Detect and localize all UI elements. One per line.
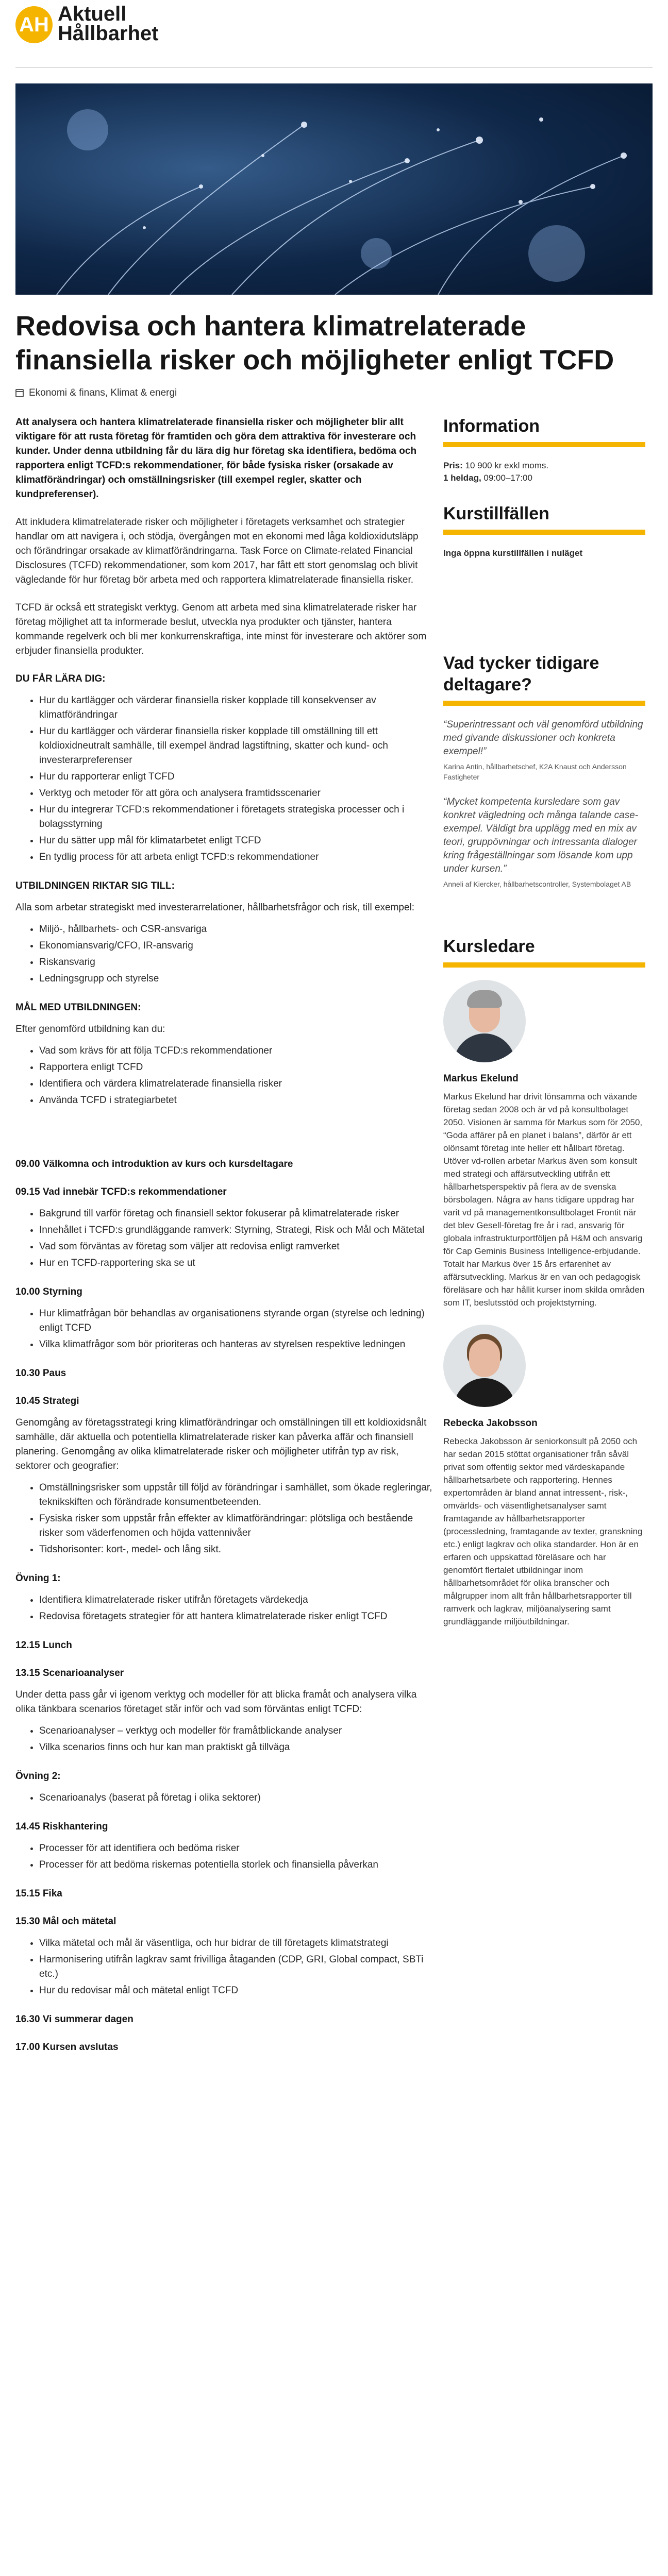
category-meta [15, 387, 177, 399]
program-1445-list [15, 1841, 433, 1872]
program-1700: 17.00 Kursen avslutas [15, 2042, 119, 2053]
learn-heading: DU FÅR LÄRA DIG: [15, 673, 106, 684]
list-item: • Omställningsrisker som uppstår till följd av förändringar i samhället, som ökade regleringar, teknikskiften och förändrade konsumentbeteenden. [39, 1481, 433, 1510]
price-value: 10 900 kr exkl moms. [465, 461, 549, 470]
calendar-icon [15, 389, 24, 397]
program-1045-text: Genomgång av företagsstrategi kring klimatförändringar och omställningen till ett koldioxidsnålt samhälle, där aktuella och potentiella klimatrelaterade risker kan påverka affär och finansiell planering. Genomgång av olika klimatrelaterade risker och möjligheter utifrån typ av risk, sektorer och geografier: [15, 1417, 427, 1471]
teacher-card [443, 980, 645, 1309]
list-item: • Använda TCFD i strategiarbetet [39, 1093, 433, 1108]
intro-paragraph-1: Att inkludera klimatrelaterade risker och möjligheter i företagets verksamhet och strategier handlar om att navigera i, och stödja, övergången mot en ekonomi med låga koldioxidutsläpp och förändringar orsakade av klimatförändringarna. Task Force on Climate-related Financial Disclosures (TCFD) rekommendationer, som kom 2017, har fått ett stort genomslag och blivit vägledande för hur företag bör arbeta med och rapportera klimatrelaterade finansiella risker. [15, 517, 419, 585]
list-item: • Processer för att bedöma riskernas potentiella storlek och finansiella påverkan [39, 1858, 433, 1872]
reviews-heading: Vad tycker tidigare deltagare? [443, 653, 599, 694]
list-item: • Miljö-, hållbarhets- och CSR-ansvariga [39, 922, 433, 937]
learn-list [15, 693, 433, 865]
teacher-name: Rebecka Jakobsson [443, 1418, 538, 1429]
teachers-rule [443, 962, 645, 968]
program-1045: 10.45 Strategi [15, 1396, 79, 1406]
list-item: • Vad som krävs för att följa TCFD:s rekommendationer [39, 1044, 433, 1058]
page-title: Redovisa och hantera klimatrelaterade finansiella risker och möjligheter enligt TCFD [15, 311, 614, 376]
avatar [443, 1325, 526, 1407]
hero-grass-illustration [15, 83, 653, 295]
audience-list [15, 922, 433, 986]
list-item: • Hur du kartlägger och värderar finansiella risker kopplade till omställning till ett koldioxidneutralt samhälle, till exempel ändrad lagstiftning, skatter och kund- och investerarpreferenser [39, 724, 433, 768]
list-item: • En tydlig process för att arbeta enligt TCFD:s rekommendationer [39, 850, 433, 865]
list-item: • Hur du redovisar mål och mätetal enligt TCFD [39, 1984, 433, 1998]
audience-heading: UTBILDNINGEN RIKTAR SIG TILL: [15, 880, 175, 891]
site-header [15, 0, 653, 72]
logo-badge-text: AH [19, 13, 49, 36]
program-1315-list [15, 1724, 433, 1755]
list-item: • Hur du sätter upp mål för klimatarbetet enligt TCFD [39, 834, 433, 848]
list-item: • Identifiera och värdera klimatrelaterade finansiella risker [39, 1077, 433, 1091]
teachers-heading: Kursledare [443, 937, 535, 956]
info-heading: Information [443, 416, 540, 436]
teacher-name: Markus Ekelund [443, 1073, 519, 1084]
list-item: • Harmonisering utifrån lagkrav samt frivilliga åtaganden (CDP, GRI, Global compact, SBTi etc.) [39, 1953, 433, 1981]
program-1530-list [15, 1936, 433, 1998]
list-item: • Vilka mätetal och mål är väsentliga, och hur bidrar de till företagets klimatstrategi [39, 1936, 433, 1951]
list-item: • Riskansvarig [39, 955, 433, 970]
occasions-text: Inga öppna kurstillfällen i nuläget [443, 548, 583, 558]
teacher-card [443, 1325, 645, 1628]
exercise-1-heading: Övning 1: [15, 1573, 61, 1584]
list-item: • Hur du rapporterar enligt TCFD [39, 770, 433, 784]
program-1000: 10.00 Styrning [15, 1286, 82, 1297]
program-1530: 15.30 Mål och mätetal [15, 1916, 116, 1927]
duration-label: 1 heldag, [443, 473, 481, 483]
program-1000-list [15, 1307, 433, 1352]
review-2 [443, 795, 645, 889]
list-item: • Hur klimatfrågan bör behandlas av organisationens styrande organ (styrelse och ledning) enligt TCFD [39, 1307, 433, 1335]
program-1315: 13.15 Scenarioanalyser [15, 1668, 124, 1679]
goals-heading: MÅL MED UTBILDNINGEN: [15, 1002, 141, 1013]
exercise-2-list [15, 1791, 433, 1805]
program-1215: 12.15 Lunch [15, 1640, 72, 1651]
program-1030: 10.30 Paus [15, 1368, 66, 1379]
list-item: • Scenarioanalys (baserat på företag i olika sektorer) [39, 1791, 433, 1805]
list-item: • Vilka klimatfrågor som bör prioriteras och hanteras av styrelsen respektive ledningen [39, 1337, 433, 1352]
list-item: • Scenarioanalyser – verktyg och modeller för framåtblickande analyser [39, 1724, 433, 1738]
logo-line-2: Hållbarhet [58, 22, 159, 45]
list-item: • Hur du kartlägger och värderar finansiella risker kopplade till konsekvenser av klimatförändringar [39, 693, 433, 722]
list-item: • Processer för att identifiera och bedöma risker [39, 1841, 433, 1856]
info-rule [443, 442, 645, 447]
header-divider [15, 67, 653, 68]
avatar [443, 980, 526, 1062]
program-1045-list [15, 1481, 433, 1557]
program-1630: 16.30 Vi summerar dagen [15, 2014, 133, 2025]
hero-image [15, 83, 653, 295]
duration-row [443, 472, 645, 484]
list-item: • Identifiera klimatrelaterade risker utifrån företagets värdekedja [39, 1593, 433, 1607]
exercise-1-list [15, 1593, 433, 1624]
list-item: • Vad som förväntas av företag som väljer att redovisa enligt ramverket [39, 1240, 433, 1254]
price-row [443, 460, 645, 472]
course-content [15, 415, 433, 2062]
list-item: • Vilka scenarios finns och hur kan man praktiskt gå tillväga [39, 1740, 433, 1755]
sidebar [443, 415, 645, 1628]
goals-list [15, 1044, 433, 1108]
exercise-2-heading: Övning 2: [15, 1771, 61, 1782]
price-label: Pris: [443, 461, 463, 470]
lead-paragraph: Att analysera och hantera klimatrelaterade finansiella risker och möjligheter blir allt viktigare för att rusta företag för framtiden och göra dem attraktiva för investerare och kunder. Under denna utbildning får du lära dig hur företag ska identifiera, bedöma och rapportera enligt TCFD:s rekommendationer, för både fysiska risker (orsakade av klimatförändringar) och omställningsrisker (till exempel regler, skatter och kundpreferenser). [15, 417, 417, 500]
program-0900: 09.00 Välkomna och introduktion av kurs och kursdeltagare [15, 1159, 293, 1170]
list-item: • Tidshorisonter: kort-, medel- och lång sikt. [39, 1543, 433, 1557]
list-item: • Ekonomiansvarig/CFO, IR-ansvarig [39, 939, 433, 953]
list-item: • Innehållet i TCFD:s grundläggande ramverk: Styrning, Strategi, Risk och Mål och Mätetal [39, 1223, 433, 1238]
reviews-rule [443, 701, 645, 706]
list-item: • Bakgrund till varför företag och finansiell sektor fokuserar på klimatrelaterade risker [39, 1207, 433, 1221]
review-author: Karina Antin, hållbarhetschef, K2A Knaust och Andersson Fastigheter [443, 762, 627, 781]
logo-line-1: Aktuell [58, 3, 127, 25]
duration-value: 09:00–17:00 [483, 473, 532, 483]
review-author: Anneli af Kiercker, hållbarhetscontroller, Systembolaget AB [443, 880, 631, 888]
category-links[interactable]: Ekonomi & finans, Klimat & energi [29, 387, 177, 398]
list-item: • Hur en TCFD-rapportering ska se ut [39, 1256, 433, 1270]
list-item: • Ledningsgrupp och styrelse [39, 972, 433, 986]
program-1315-text: Under detta pass går vi igenom verktyg och modeller för att blicka framåt och analysera vilka olika tänkbara scenarios företaget står inför och vad som förväntas enligt TCFD: [15, 1689, 417, 1715]
list-item: • Rapportera enligt TCFD [39, 1060, 433, 1075]
goals-intro: Efter genomförd utbildning kan du: [15, 1024, 165, 1035]
program-0915: 09.15 Vad innebär TCFD:s rekommendationer [15, 1187, 227, 1197]
audience-intro: Alla som arbetar strategiskt med investerarrelationer, hållbarhetsfrågor och risk, till exempel: [15, 902, 415, 913]
list-item: • Fysiska risker som uppstår från effekter av klimatförändringar: plötsliga och bestående risker som väderfenomen och höjda vattennivåer [39, 1512, 433, 1540]
list-item: • Verktyg och metoder för att göra och analysera framtidsscenarier [39, 786, 433, 801]
intro-paragraph-2: TCFD är också ett strategiskt verktyg. Genom att arbeta med sina klimatrelaterade risker har företag möjlighet att ta informerade beslut, utveckla nya produkter och tjänster, hantera kommande regelverk och bli mer konkurrenskraftiga, inte minst för investerare och aktörer som erbjuder finansiella produkter. [15, 602, 427, 656]
review-quote: “Superintressant och väl genomförd utbildning med givande diskussioner och konkreta exempel!” [443, 719, 643, 757]
program-1445: 14.45 Riskhantering [15, 1821, 108, 1832]
list-item: • Redovisa företagets strategier för att hantera klimatrelaterade risker enligt TCFD [39, 1609, 433, 1624]
logo-wordmark[interactable] [58, 4, 159, 43]
teacher-bio: Markus Ekelund har drivit lönsamma och växande företag sedan 2008 och är vd på konsultbolaget 2050. Visionen är samma för Markus som för 2050, “Goda affärer på en planet i balans”, därför är ett olönsamt företag inte heller ett hållbart företag. Utöver vd-rollen arbetar Markus även som konsult med strategi och affärsutveckling utifrån ett hållbarhetsperspektiv på flera av de svenska börsbolagen. Några av hans tidigare uppdrag har varit vd på managementkonsultbolaget Frontit när det blev Gesell-företag fre år i rad, ansvarig för globala infrastrukturportföljen på H&M och ansvarig för Cap Geminis Business Intelligence-erbjudande. Totalt har Markus över 15 års erfarenhet av affärsutveckling. Markus är en van och pedagogisk föreläsare och har hållit kurser inom skilda områden som IT, beslutsstöd och projektstyrning. [443, 1092, 645, 1308]
program-1515: 15.15 Fika [15, 1888, 62, 1899]
occasions-rule [443, 530, 645, 535]
occasions-heading: Kurstillfällen [443, 504, 549, 523]
program-0915-list [15, 1207, 433, 1270]
logo-badge[interactable] [15, 6, 53, 43]
review-quote: “Mycket kompetenta kursledare som gav konkret vägledning och många talande case-exempel. Väldigt bra upplägg med en mix av teori, gruppövningar och intressanta dialoger kring frågeställningar som lösande kom upp under kursen.” [443, 796, 639, 874]
list-item: • Hur du integrerar TCFD:s rekommendationer i företagets strategiska processer och i bolagsstyrning [39, 803, 433, 832]
review-1 [443, 718, 645, 782]
teacher-bio: Rebecka Jakobsson är seniorkonsult på 2050 och har sedan 2015 stöttat organisationer från såväl privat som offentlig sektor med värdeskapande hållbarhetsarbete och rapportering. Hennes expertområden är bland annat intressent-, risk-, omvärlds- och väsentlighetsanalyser samt framtagande av hållbarhetsrapporter (processledning, framtagande av texter, granskning etc.) enligt lagkrav och olika standarder. Hon är en erfaren och uppskattad föreläsare och har genomfört flertalet utbildningar inom hållbarhetsområdet för olika branscher och målgrupper inom allt från hållbarhetsrapporter till ramverk och lagkrav, miljöanalysering samt grundläggande miljöutbildningar. [443, 1436, 643, 1626]
